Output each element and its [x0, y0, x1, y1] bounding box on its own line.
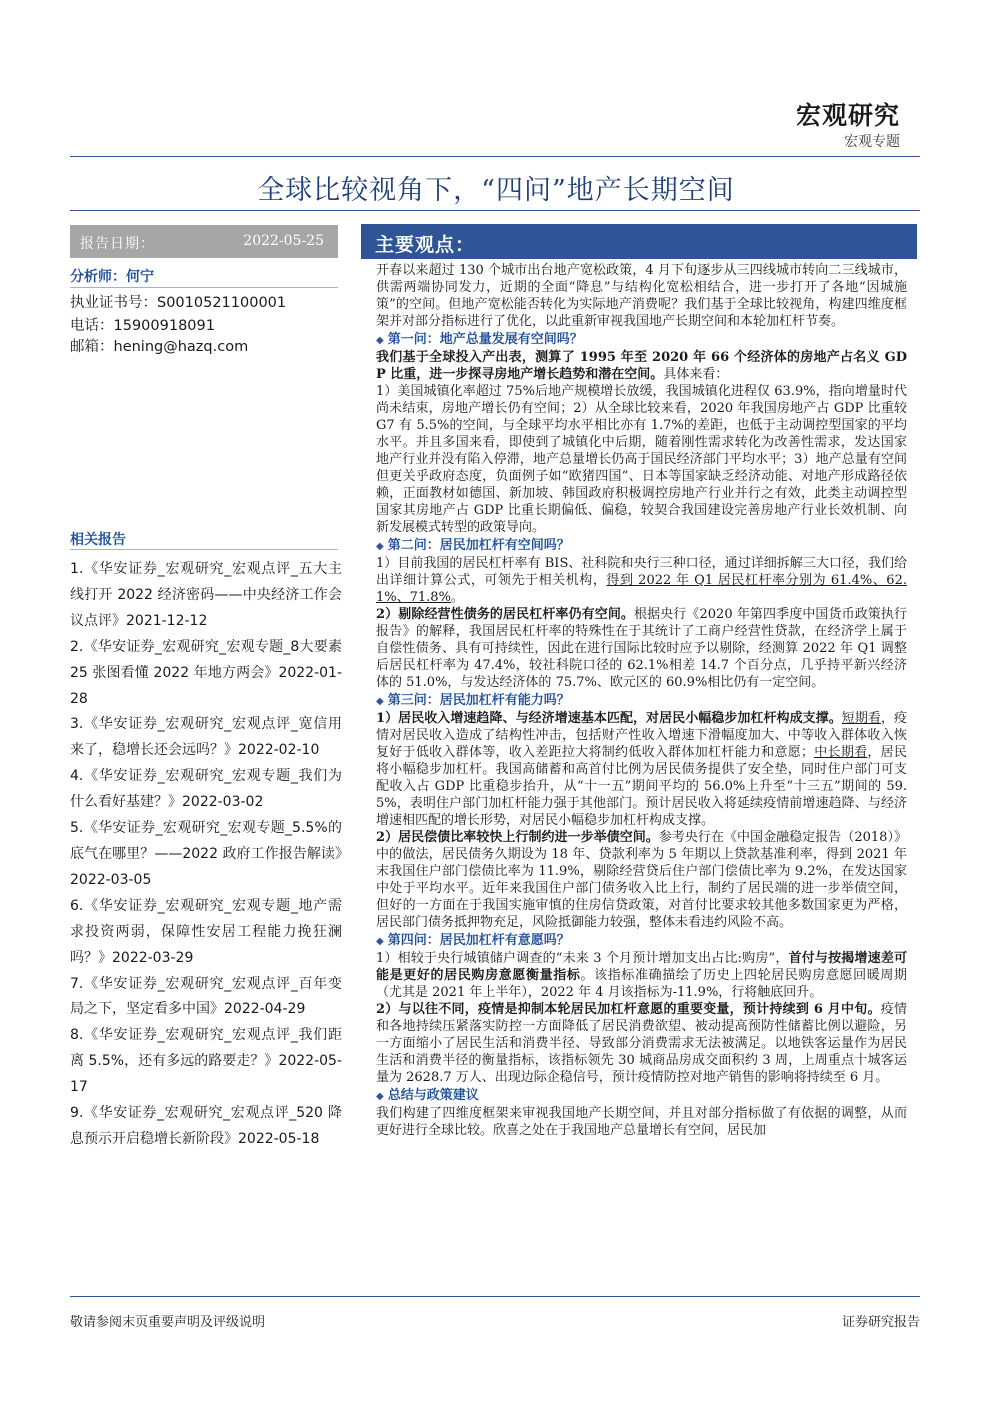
- q2-p2-bold: 2）剔除经营性债务的居民杠杆率仍有空间。: [376, 607, 635, 622]
- summary-heading: [376, 1087, 907, 1105]
- q3-heading: [376, 692, 907, 710]
- q3-p1-a: ，疫情对居民收入造成了结构性冲击，包括财产性收入增速下滑幅度加大、中等收入群体收入恢复好于低收入群体等，收入差距拉大将制约低收入群体加杠杆能力和意愿；: [376, 711, 907, 760]
- diamond-bullet-icon: ◆: [376, 335, 384, 346]
- q4-p1: [376, 950, 907, 1001]
- related-report-item[interactable]: 8.《华安证券_宏观研究_宏观点评_我们距离 5.5%，还有多远的路要走？》2022-05-17: [70, 1027, 342, 1096]
- q2-p1-underline: 得到 2022 年 Q1 居民杠杆率分别为 61.4%、62.1%、71.8%: [376, 573, 907, 605]
- key-points-header: [361, 224, 917, 259]
- analyst-name: 分析师：何宁: [70, 269, 154, 285]
- q3-p2: [376, 829, 907, 931]
- q1-body: 1）美国城镇化率超过 75%后地产规模增长放缓，我国城镇化进程仅 63.9%，指向增量时代尚未结束，房地产增长仍有空间；2）从全球比较来看，2020 年我国房地产占 GDP 比重较 G7 有 5.5%的空间，与全球平均水平相比亦有 1.7%的差距，也低于主动调控型国家的平均水平。并且多国来看，即使到了城镇化中后期，随着刚性需求转化为改善性需求，发达国家地产行业并没有陷入停滞，地产总量增长仍高于国民经济部门平均水平；3）地产总量有空间但更关乎政府态度，负面例子如“欧猪四国”、日本等国家缺乏经济动能、对地产形成路径依赖，正面教材如德国、新加坡、韩国政府积极调控房地产行业并行之有效，此类主动调控型国家其房地产占 GDP 比重长期偏低、偏稳，较契合我国建设完善房地产行业长效机制、向新发展模式转型的政策导向。: [376, 384, 907, 535]
- key-points-content: [376, 262, 907, 1139]
- related-report-item[interactable]: 5.《华安证券_宏观研究_宏观专题_5.5%的底气在哪里？——2022 政府工作报告解读》2022-03-05: [70, 820, 342, 888]
- diamond-bullet-icon: ◆: [376, 936, 384, 947]
- diamond-bullet-icon: ◆: [376, 1091, 384, 1102]
- related-report-item[interactable]: 4.《华安证券_宏观研究_宏观专题_我们为什么看好基建？》2022-03-02: [70, 768, 342, 811]
- key-points-heading: 主要观点：: [375, 234, 476, 256]
- q3-p1-b: ，居民将小幅稳步加杠杆。我国高储蓄和高首付比例为居民债务提供了安全垫，同时住户部门可支配收入占 GDP 比重稳步抬升，从“十一五”期间平均的 56.0%上升至“十三五”期间的 59.5%，表明住户部门加杠杆能力强于其他部门。预计居民收入将延续疫情前增速趋降、与经济增速相匹配的增长形势，对居民小幅稳步加杠杆构成支撑。: [376, 745, 907, 828]
- related-report-item[interactable]: 1.《华安证券_宏观研究_宏观点评_五大主线打开 2022 经济密码——中央经济工作会议点评》2021-12-12: [70, 561, 342, 629]
- analyst-divider: [70, 287, 338, 288]
- q1-after-bold: 具体来看：: [663, 367, 729, 382]
- q4-p2-bold: 2）与以往不同，疫情是抑制本轮居民加杠杆意愿的重要变量，预计持续到 6 月中旬。: [376, 1002, 881, 1017]
- q3-p1-short-term: 短期看: [841, 711, 881, 726]
- q3-p1-bold: 1）居民收入增速趋降、与经济增速基本匹配，对居民小幅稳步加杠杆构成支撑。: [376, 711, 842, 726]
- header-divider: [70, 156, 920, 157]
- related-reports-list: [70, 557, 342, 1153]
- q4-heading: [376, 932, 907, 950]
- footer-report-type: 证券研究报告: [841, 1315, 920, 1330]
- related-report-item[interactable]: 6.《华安证券_宏观研究_宏观专题_地产需求投资两弱，保障性安居工程能力挽狂澜吗？》2022-03-29: [70, 897, 342, 966]
- q2-p1-end: 。: [450, 590, 464, 605]
- intro-paragraph: 开春以来超过 130 个城市出台地产宽松政策，4 月下旬逐步从三四线城市转向二三线城市，供需两端协同发力，近期的全面“降息”与结构化宽松相结合，进一步打开了各地“因城施策”的空间。但地产宽松能否转化为实际地产消费呢？我们基于全球比较视角，构建四维度框架并对部分指标进行了优化，以此重新审视我国地产长期空间和本轮加杠杆节奏。: [376, 263, 907, 329]
- summary-title: 总结与政策建议: [387, 1088, 479, 1103]
- section-title: 宏观研究: [795, 101, 900, 130]
- q4-title: 第四问：居民加杠杆有意愿吗？: [387, 933, 570, 948]
- report-date-value: 2022-05-25: [243, 233, 324, 249]
- cert-number: 执业证书号：S0010521100001: [70, 295, 287, 311]
- q1-title: 第一问：地产总量发展有空间吗？: [387, 332, 583, 347]
- related-report-item[interactable]: 9.《华安证券_宏观研究_宏观点评_520 降息预示开启稳增长新阶段》2022-05-18: [70, 1105, 342, 1147]
- q3-p2-body: 参考央行在《中国金融稳定报告（2018）》中的做法，居民债务久期设为 18 年、贷款利率为 5 年期以上贷款基准利率，得到 2021 年末我国住户部门偿债比率为 11.9%，剔除经营贷后住户部门偿债比率为 9.2%，在发达国家中处于平均水平。近年来我国住户部门债务收入比上行，制约了居民端的进一步举债空间，但好的一方面在于我国实施审慎的住房信贷政策，对首付比要求较其他多数国家更为严格，居民部门债务抵押物充足，风险抵御能力较强，整体未看违约风险不高。: [376, 830, 907, 930]
- q3-p1-long-term: 中长期看: [814, 745, 868, 760]
- q1-heading: [376, 331, 907, 349]
- q3-p1: [376, 710, 907, 829]
- q4-p1-bold: 首付与按揭增速差可能是更好的居民购房意愿衡量指标: [376, 951, 907, 983]
- q2-p1-text: 1）目前我国的居民杠杆率有 BIS、社科院和央行三种口径，通过详细拆解三大口径，我们给出详细计算公式，可领先于相关机构，: [376, 556, 907, 588]
- summary-body: 我们构建了四维度框架来审视我国地产长期空间，并且对部分指标做了有依据的调整，从而更好进行全球比较。欣喜之处在于我国地产总量增长有空间，居民加: [376, 1106, 907, 1138]
- q2-heading: [376, 537, 907, 555]
- q1-lead: [376, 349, 907, 383]
- diamond-bullet-icon: ◆: [376, 541, 384, 552]
- q4-p1-b: 。该指标准确描绘了历史上四轮居民购房意愿回暖周期（尤其是 2021 年上半年），2022 年 4 月该指标为-11.9%，行将触底回升。: [376, 968, 907, 1000]
- related-divider: [70, 549, 338, 550]
- section-subtitle: 宏观专题: [844, 134, 900, 150]
- report-title: 全球比较视角下，“四问”地产长期空间: [257, 175, 735, 206]
- related-report-item[interactable]: 3.《华安证券_宏观研究_宏观点评_宽信用来了，稳增长还会远吗？》2022-02-10: [70, 716, 342, 759]
- footer-divider: [70, 1296, 920, 1297]
- q3-p2-bold: 2）居民偿债比率较快上行制约进一步举债空间。: [376, 830, 659, 845]
- report-date-box: [70, 225, 338, 258]
- q2-p1: [376, 555, 907, 606]
- related-reports-title: 相关报告: [70, 532, 126, 548]
- q2-p2-body: 根据央行《2020 年第四季度中国货币政策执行报告》的解释，我国居民杠杆率的特殊性在于其统计了工商户经营性贷款，在经济学上属于自偿性债务、具有可持续性，因此在进行国际比较时应予以剔除，经测算 2022 年 Q1 调整后居民杠杆率为 47.4%，较社科院口径的 62.1%相差 14.7 个百分点，几乎持平新兴经济体的 51.0%，与发达经济体的 75.7%、欧元区的 60.9%相比仍有一定空间。: [376, 607, 908, 690]
- title-divider: [70, 210, 920, 211]
- footer-disclaimer: 敬请参阅末页重要声明及评级说明: [70, 1315, 266, 1330]
- q3-title: 第三问：居民加杠杆有能力吗？: [387, 693, 570, 708]
- q4-p1-a: 1）相较于央行城镇储户调查的“未来 3 个月预计增加支出占比:购房”，: [376, 951, 789, 966]
- q1-bold: 我们基于全球投入产出表，测算了 1995 年至 2020 年 66 个经济体的房地产占名义 GDP 比重，进一步探寻房地产增长趋势和潜在空间。: [376, 350, 907, 382]
- related-report-item[interactable]: 2.《华安证券_宏观研究_宏观专题_8大要素 25 张图看懂 2022 年地方两会》2022-01-28: [70, 638, 342, 707]
- q4-p2: [376, 1001, 907, 1086]
- diamond-bullet-icon: ◆: [376, 696, 384, 707]
- q4-p2-body: 疫情和各地持续压紧落实防控一方面降低了居民消费欲望、被动提高预防性储蓄比例以避险，另一方面缩小了居民生活和消费半径、导致部分消费需求无法被满足。以地铁客运量作为居民生活和消费半径的衡量指标，该指标领先 30 城商品房成交面积约 3 周，上周重点十城客运量为 2628.7 万人、出现边际企稳信号，预计疫情防控对地产销售的影响将持续至 6 月。: [376, 1002, 907, 1085]
- email-address: 邮箱：hening@hazq.com: [70, 339, 249, 355]
- phone-number: 电话：15900918091: [70, 318, 215, 334]
- related-report-item[interactable]: 7.《华安证券_宏观研究_宏观点评_百年变局之下，坚定看多中国》2022-04-29: [70, 975, 342, 1018]
- report-date-label: 报告日期：: [80, 236, 155, 252]
- q2-p2: [376, 606, 907, 691]
- q2-title: 第二问：居民加杠杆有空间吗？: [387, 538, 570, 553]
